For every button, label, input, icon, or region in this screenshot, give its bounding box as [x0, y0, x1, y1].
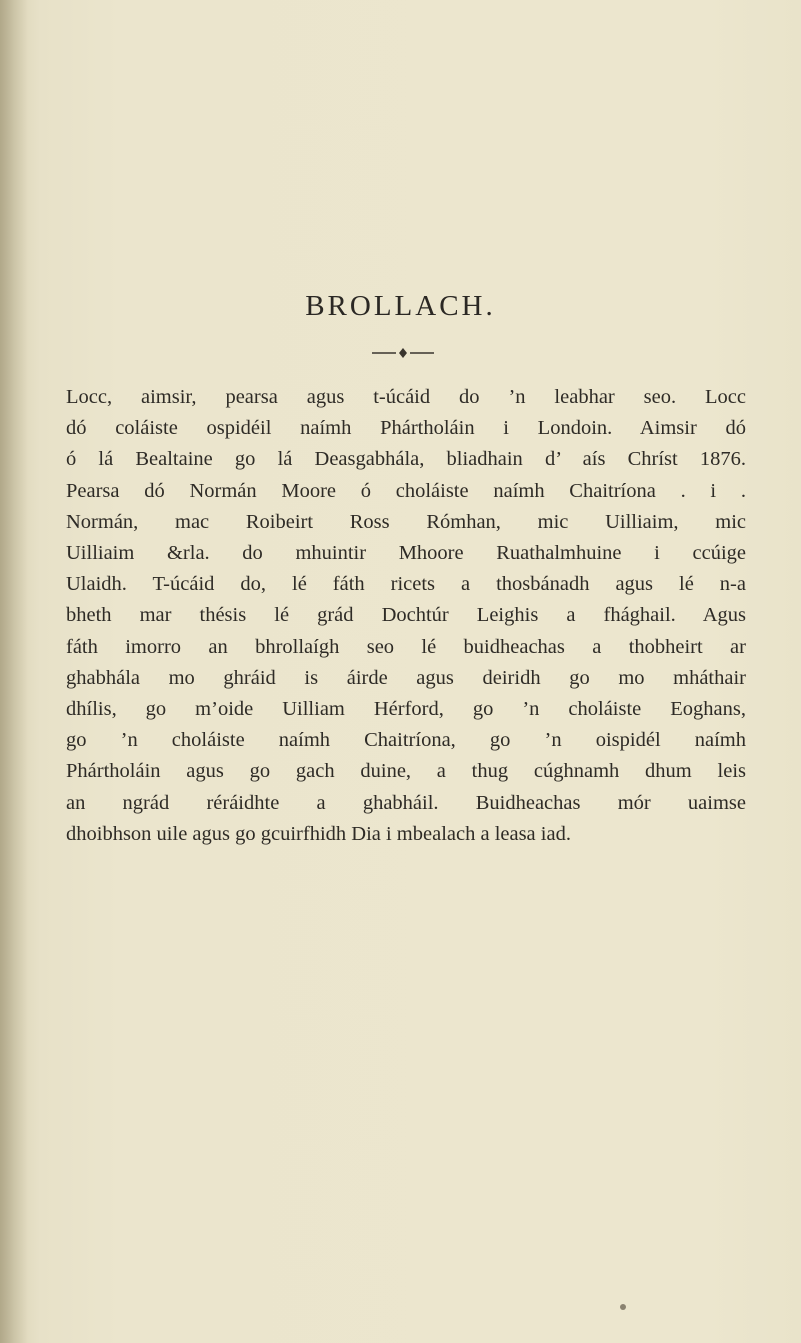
- paragraph-line-10: ghabhála mo ghráid is áirde agus deiridh go mo mháthair: [66, 666, 746, 689]
- paragraph-line-14: an ngrád réráidhte a ghabháil. Buidheachas mór uaimse: [66, 791, 746, 814]
- paragraph-line-13: Phártholáin agus go gach duine, a thug cúghnamh dhum leis: [66, 760, 746, 783]
- ink-speck: [620, 1304, 626, 1310]
- paragraph-line-15: dhoibhson uile agus go gcuirfhidh Dia i mbealach a leasa iad.: [66, 822, 571, 845]
- binding-shadow: [0, 0, 28, 1343]
- paragraph-line-12: go ’n choláiste naímh Chaitríona, go ’n oispidél naímh: [66, 729, 746, 752]
- paragraph-line-9: fáth imorro an bhrollaígh seo lé buidheachas a thobheirt ar: [66, 635, 746, 658]
- paragraph-line-2: dó coláiste ospidéil naímh Phártholáin i Londoin. Aimsir dó: [66, 417, 746, 440]
- divider-ornament-icon: [372, 346, 434, 360]
- paragraph-line-3: ó lá Bealtaine go lá Deasgabhála, bliadhain d’ aís Chríst 1876.: [66, 448, 746, 471]
- paragraph-line-6: Uilliaim &rla. do mhuintir Mhoore Ruathalmhuine i ccúige: [66, 542, 746, 565]
- paragraph-line-11: dhílis, go m’oide Uilliam Hérford, go ’n choláiste Eoghans,: [66, 698, 746, 721]
- page-title: BROLLACH.: [305, 290, 496, 322]
- paragraph-line-5: Normán, mac Roibeirt Ross Rómhan, mic Uilliaim, mic: [66, 510, 746, 533]
- paragraph-line-7: Ulaidh. T-úcáid do, lé fáth ricets a thosbánadh agus lé n-a: [66, 573, 746, 596]
- paragraph-line-8: bheth mar thésis lé grád Dochtúr Leighis a fhághail. Agus: [66, 604, 746, 627]
- paragraph-line-1: Locc, aimsir, pearsa agus t-úcáid do ’n leabhar seo. Locc: [66, 386, 746, 408]
- paragraph-line-4: Pearsa dó Normán Moore ó choláiste naímh Chaitríona . i .: [66, 479, 746, 502]
- preface-paragraph: [66, 382, 746, 850]
